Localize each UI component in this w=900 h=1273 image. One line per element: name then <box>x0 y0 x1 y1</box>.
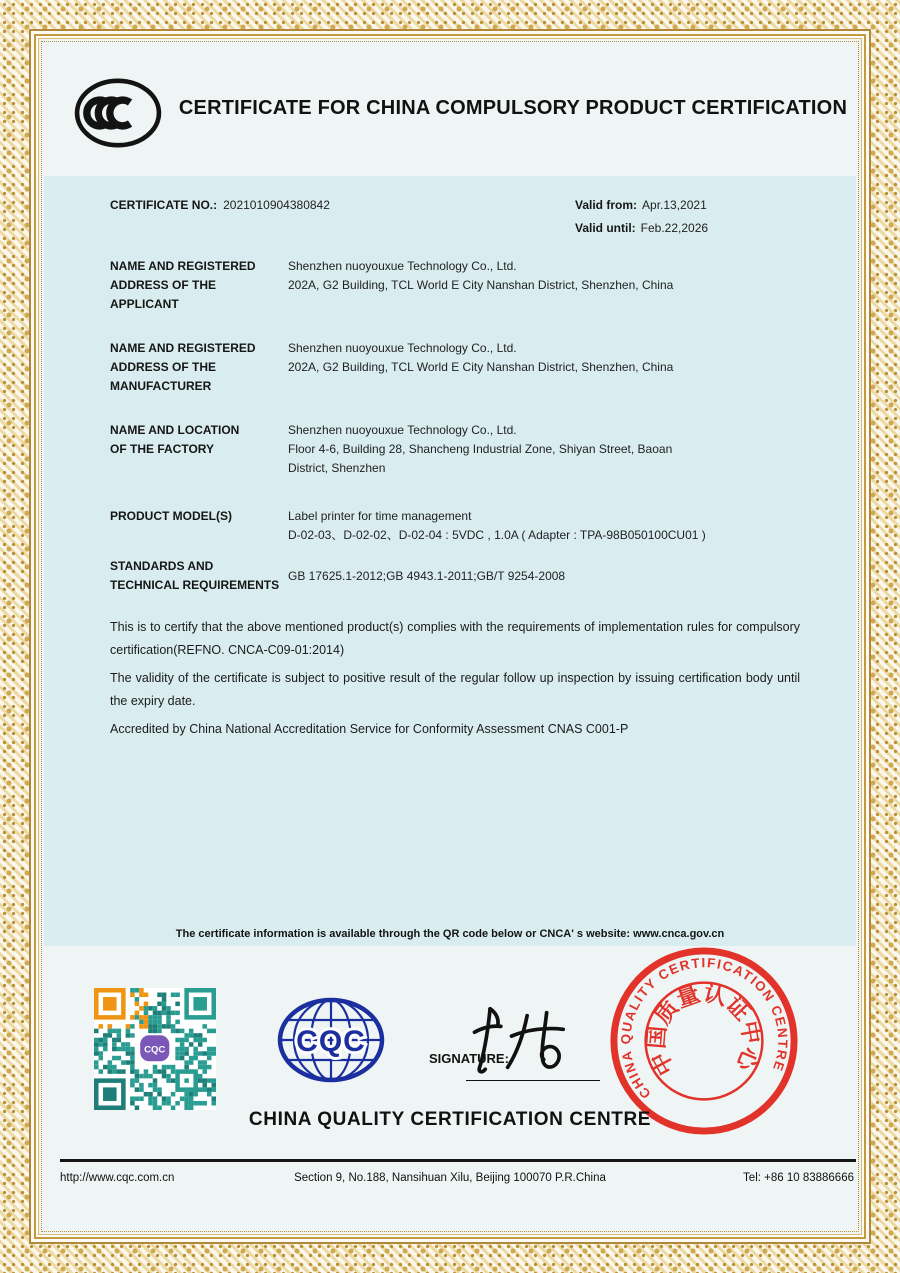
product-model-value: Label printer for time management D-02-03、D-02-02、D-02-04 : 5VDC , 1.0A ( Adapter : TPA-98B050100CU01 ) <box>288 509 706 542</box>
certificate-number-value: 2021010904380842 <box>223 198 330 212</box>
page-title: CERTIFICATE FOR CHINA COMPULSORY PRODUCT CERTIFICATION <box>178 97 848 119</box>
valid-until-row <box>575 219 708 238</box>
signature-label: SIGNATURE: <box>429 1051 509 1066</box>
certificate-number-label: CERTIFICATE NO.: <box>110 198 218 212</box>
standards-value: GB 17625.1-2012;GB 4943.1-2011;GB/T 9254-2008 <box>288 569 566 583</box>
footer-telephone: Tel: +86 10 83886666 <box>743 1172 854 1184</box>
ccc-mark-icon <box>72 76 164 150</box>
valid-from-row <box>575 196 707 215</box>
seal-center-text: 中国质量认证中心 <box>643 980 765 1080</box>
factory-label: NAME AND LOCATION OF THE FACTORY <box>110 423 240 456</box>
certificate-number-row <box>110 196 330 215</box>
product-model-label: PRODUCT MODEL(S) <box>110 509 232 523</box>
valid-from-label: Valid from: <box>575 198 638 212</box>
footer-address: Section 9, No.188, Nansihuan Xilu, Beijing 100070 P.R.China <box>294 1172 606 1184</box>
seal-ring-text: CHINA QUALITY CERTIFICATION CENTRE <box>618 955 791 1102</box>
valid-until-value: Feb.22,2026 <box>640 221 709 235</box>
statement-compliance: This is to certify that the above mentioned product(s) complies with the requirements of implementation rules for compulsory certification(REFNO. CNCA-C09-01:2014) <box>110 620 800 657</box>
issuer-name: CHINA QUALITY CERTIFICATION CENTRE <box>248 1109 652 1130</box>
svg-text:中国质量认证中心 <box>644 980 765 1079</box>
applicant-value: Shenzhen nuoyouxue Technology Co., Ltd. 202A, G2 Building, TCL World E City Nanshan District, Shenzhen, China <box>288 259 674 292</box>
certification-statements <box>110 616 800 746</box>
manufacturer-label: NAME AND REGISTERED ADDRESS OF THE MANUFACTURER <box>110 341 256 393</box>
cqc-logo-text: CQC <box>296 1025 366 1058</box>
valid-until-label: Valid until: <box>575 221 636 235</box>
signature-handwriting <box>468 1002 596 1080</box>
qr-code <box>94 988 216 1110</box>
cqc-logo-icon <box>276 997 386 1085</box>
applicant-label: NAME AND REGISTERED ADDRESS OF THE APPLICANT <box>110 259 256 311</box>
factory-value: Shenzhen nuoyouxue Technology Co., Ltd. Floor 4-6, Building 28, Shancheng Industrial Zone, Shiyan Street, Baoan District, Shenzhen <box>288 423 673 475</box>
signature-line <box>466 1080 600 1081</box>
qr-center-text: CQC <box>144 1044 166 1056</box>
statement-validity: The validity of the certificate is subject to positive result of the regular follow up inspection by issuing certification body until the expiry date. <box>110 671 800 708</box>
qr-info-note: The certificate information is available through the QR code below or CNCA' s website: www.cnca.gov.cn <box>175 928 725 940</box>
statement-accreditation: Accredited by China National Accreditation Service for Conformity Assessment CNAS C001-P <box>110 722 629 736</box>
standards-label: STANDARDS AND TECHNICAL REQUIREMENTS <box>110 559 280 592</box>
footer-rule <box>60 1159 856 1162</box>
valid-from-value: Apr.13,2021 <box>642 198 707 212</box>
content-panel <box>44 176 856 946</box>
footer-website: http://www.cqc.com.cn <box>60 1172 175 1184</box>
manufacturer-value: Shenzhen nuoyouxue Technology Co., Ltd. 202A, G2 Building, TCL World E City Nanshan District, Shenzhen, China <box>288 341 674 374</box>
